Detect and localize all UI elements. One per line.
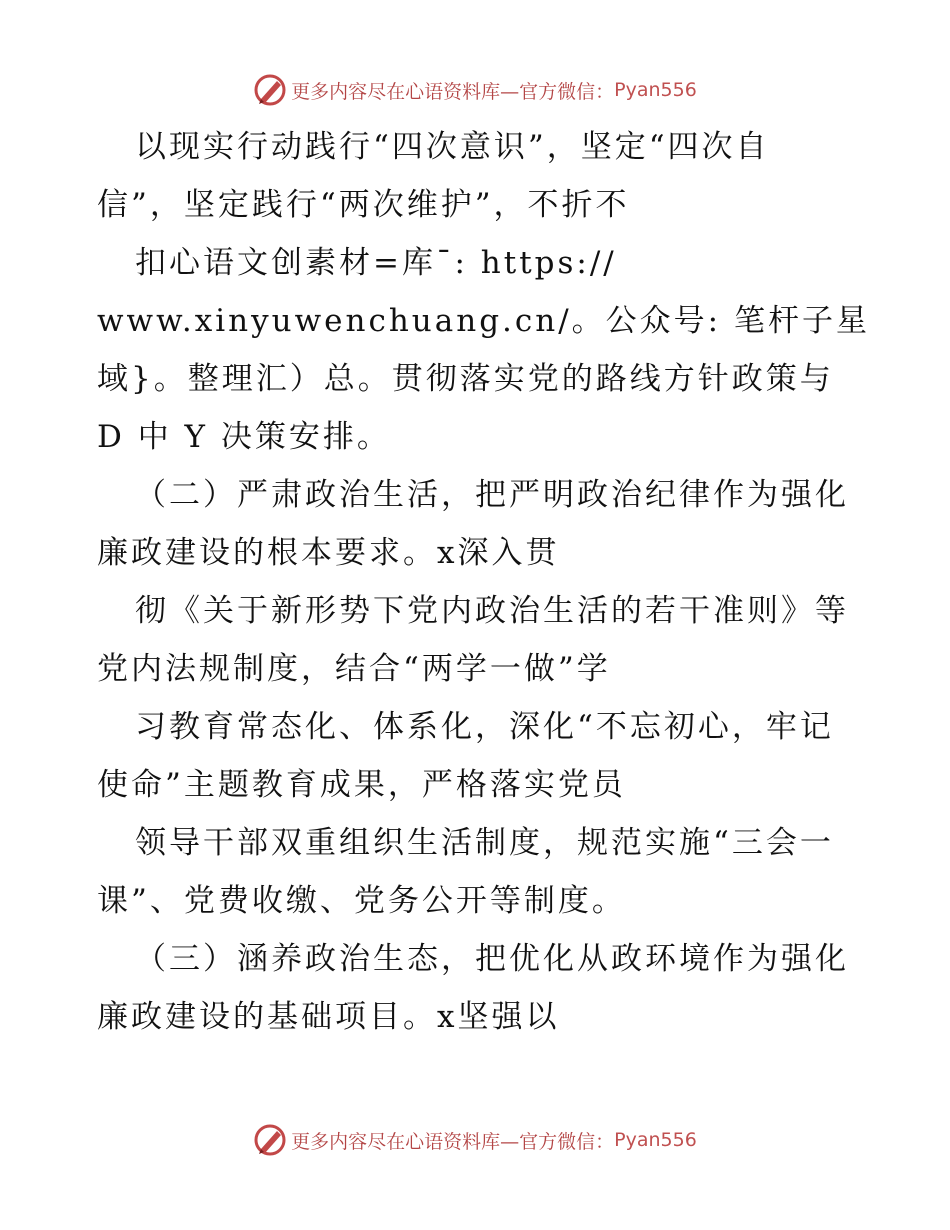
banner-wechat-id: Pyan556: [614, 79, 697, 101]
body-line: 域}。整理汇）总。贯彻落实党的路线方针政策与: [97, 361, 834, 397]
footer-watermark-banner: [0, 1120, 950, 1160]
pen-logo-icon: [253, 73, 287, 107]
body-line: www.xinyuwenchuang.cn/。公众号: 笔杆子星: [97, 303, 870, 339]
banner-text: 更多内容尽在心语资料库—官方微信：: [291, 80, 615, 103]
body-line: 信”，坚定践行“两次维护”，不折不: [97, 187, 630, 223]
header-watermark-banner: [0, 70, 950, 110]
body-line: 领导干部双重组织生活制度，规范实施“三会一: [135, 825, 834, 861]
body-line: 扣心语文创素材=库¯: https://: [135, 245, 617, 281]
body-line: （二）严肃政治生活，把严明政治纪律作为强化: [135, 477, 849, 513]
body-line: 习教育常态化、体系化，深化“不忘初心，牢记: [135, 709, 834, 745]
body-line: D 中 Y 决策安排。: [97, 419, 391, 455]
banner-wechat-id: Pyan556: [614, 1129, 697, 1151]
banner-text: 更多内容尽在心语资料库—官方微信：: [291, 1130, 615, 1153]
body-line: 廉政建设的根本要求。x深入贯: [97, 535, 560, 571]
body-line: 廉政建设的基础项目。x坚强以: [97, 999, 560, 1035]
body-line: 党内法规制度，结合“两学一做”学: [97, 651, 611, 687]
document-body: [97, 118, 870, 1046]
body-line: 使命”主题教育成果，严格落实党员: [97, 767, 626, 803]
pen-logo-icon: [253, 1123, 287, 1157]
body-line: （三）涵养政治生态，把优化从政环境作为强化: [135, 941, 849, 977]
body-line: 课”、党费收缴、党务公开等制度。: [97, 883, 626, 919]
body-line: 彻《关于新形势下党内政治生活的若干准则》等: [135, 593, 849, 629]
body-line: 以现实行动践行“四次意识”，坚定“四次自: [135, 129, 770, 165]
